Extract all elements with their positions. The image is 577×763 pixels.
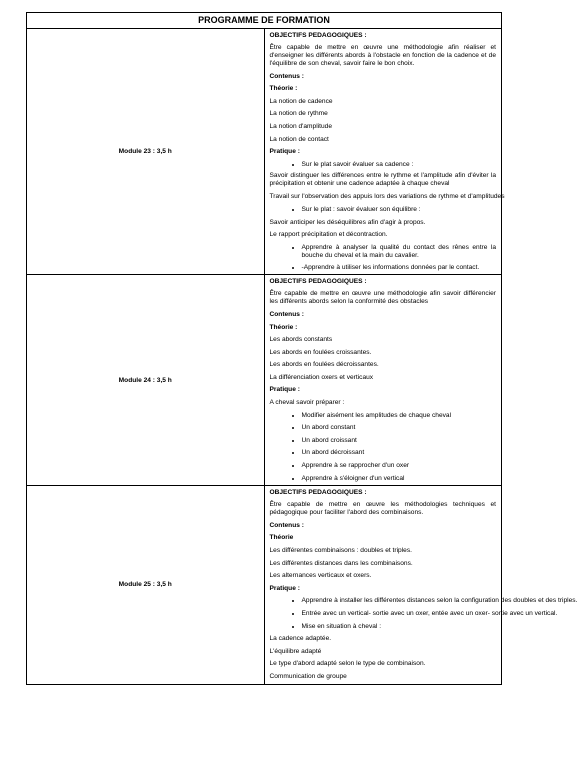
module-23-content <box>264 29 505 275</box>
theory-item: La différenciation oxers et verticaux <box>269 373 374 381</box>
practice-text: Le rapport précipitation et décontraction. <box>269 231 388 239</box>
module-row-25 <box>27 486 502 684</box>
practice-text: Travail sur l'observation des appuis lors des variations de rythme et d'amplitudes <box>269 193 505 201</box>
table-header-row <box>27 13 502 29</box>
theory-item: Les abords constants <box>269 336 333 344</box>
theory-heading: Théorie <box>269 534 294 542</box>
practice-text: Communication de groupe <box>269 672 347 680</box>
table-title: PROGRAMME DE FORMATION <box>27 13 502 29</box>
practice-list <box>270 410 497 486</box>
theory-item: Les abords en foulées croissantes. <box>269 348 372 356</box>
practice-list <box>270 204 497 217</box>
practice-heading: Pratique : <box>269 148 300 156</box>
theory-item: Les alternances verticaux et oxers. <box>269 572 372 580</box>
content-heading: Contenus : <box>269 72 304 80</box>
practice-heading: Pratique : <box>269 386 300 394</box>
content-heading: Contenus : <box>269 521 304 529</box>
practice-list <box>270 595 577 633</box>
module-row-23 <box>27 29 502 275</box>
objectives-heading: OBJECTIFS PEDAGOGIQUES : <box>269 278 367 286</box>
practice-bullet: • Entrée avec un vertical- sortie avec un oxer, entée avec un oxer- sortie avec un vertical. <box>302 608 497 621</box>
objectives-heading: OBJECTIFS PEDAGOGIQUES : <box>269 32 367 39</box>
module-row-24 <box>27 275 502 486</box>
module-24-label: Module 24 : 3,5 h <box>27 275 265 486</box>
practice-list <box>270 244 497 275</box>
practice-bullet: • Apprendre à se rapprocher d'un oxer <box>302 460 497 473</box>
practice-text: Savoir distinguer les différences entre le rythme et l'amplitude afin d'éviter la précipitation et obtenir une cadence adaptée à chaque cheval <box>269 172 496 188</box>
objective-text: Être capable de mettre en œuvre une méthodologie afin réaliser et d'enseigner les différents abords à l'obstacle en fonction de la cadence et de l'équilibre de son cheval, savoir faire le bon choix. <box>269 43 496 67</box>
practice-bullet: • Modifier aisément les amplitudes de chaque cheval <box>302 410 497 423</box>
practice-bullet: • -Apprendre à utiliser les informations données par le contact. <box>302 262 497 275</box>
practice-bullet: • Apprendre à installer les différentes distances selon la configuration des doubles et des triples. <box>302 595 497 608</box>
practice-heading: Pratique : <box>269 584 300 592</box>
module-25-label: Module 25 : 3,5 h <box>27 486 265 684</box>
theory-item: La notion de rythme <box>269 110 328 118</box>
content-heading: Contenus : <box>269 310 304 318</box>
theory-item: Les différentes distances dans les combinaisons. <box>269 559 413 567</box>
theory-item: Les abords en foulées décroissantes. <box>269 361 379 369</box>
practice-bullet: • Mise en situation à cheval : <box>302 621 497 634</box>
practice-bullet: • Apprendre à s'éloigner d'un vertical <box>302 473 497 486</box>
practice-bullet: • Un abord décroissant <box>302 447 497 460</box>
objectives-heading: OBJECTIFS PEDAGOGIQUES : <box>269 489 367 497</box>
theory-item: La notion de cadence <box>269 97 333 105</box>
practice-bullet: • Sur le plat savoir évaluer sa cadence : <box>302 159 497 172</box>
practice-text: La cadence adaptée. <box>269 635 332 643</box>
practice-bullet: • Un abord constant <box>302 422 497 435</box>
module-23-label: Module 23 : 3,5 h <box>27 29 265 275</box>
practice-text: Savoir anticiper les déséquilibres afin d'agir à propos. <box>269 218 426 226</box>
practice-bullet: • Apprendre à analyser la qualité du contact des rênes entre la bouche du cheval et la main du cavalier. <box>302 244 497 260</box>
objective-text: Être capable de mettre en œuvre une méthodologie afin savoir différencier les différents abords selon la conformité des obstacles <box>269 289 496 305</box>
theory-heading: Théorie : <box>269 323 298 331</box>
practice-text: L'équilibre adapté <box>269 647 322 655</box>
theory-item: La notion de contact <box>269 135 329 143</box>
practice-bullet: • Un abord croissant <box>302 435 497 448</box>
practice-list <box>270 159 497 172</box>
practice-intro: A cheval savoir préparer : <box>269 399 345 407</box>
theory-item: Les différentes combinaisons : doubles et triples. <box>269 547 412 554</box>
practice-text: Le type d'abord adapté selon le type de combinaison. <box>269 660 426 668</box>
objective-text: Être capable de mettre en œuvre les méthodologies techniques et pédagogique pour faciliter l'abord des combinaisons. <box>269 500 496 516</box>
practice-bullet: • Sur le plat : savoir évaluer son équilibre : <box>302 204 497 217</box>
training-programme-table <box>26 12 577 685</box>
theory-heading: Théorie : <box>269 85 298 93</box>
module-25-content <box>264 486 577 684</box>
module-24-content <box>264 275 502 486</box>
theory-item: La notion d'amplitude <box>269 122 332 130</box>
